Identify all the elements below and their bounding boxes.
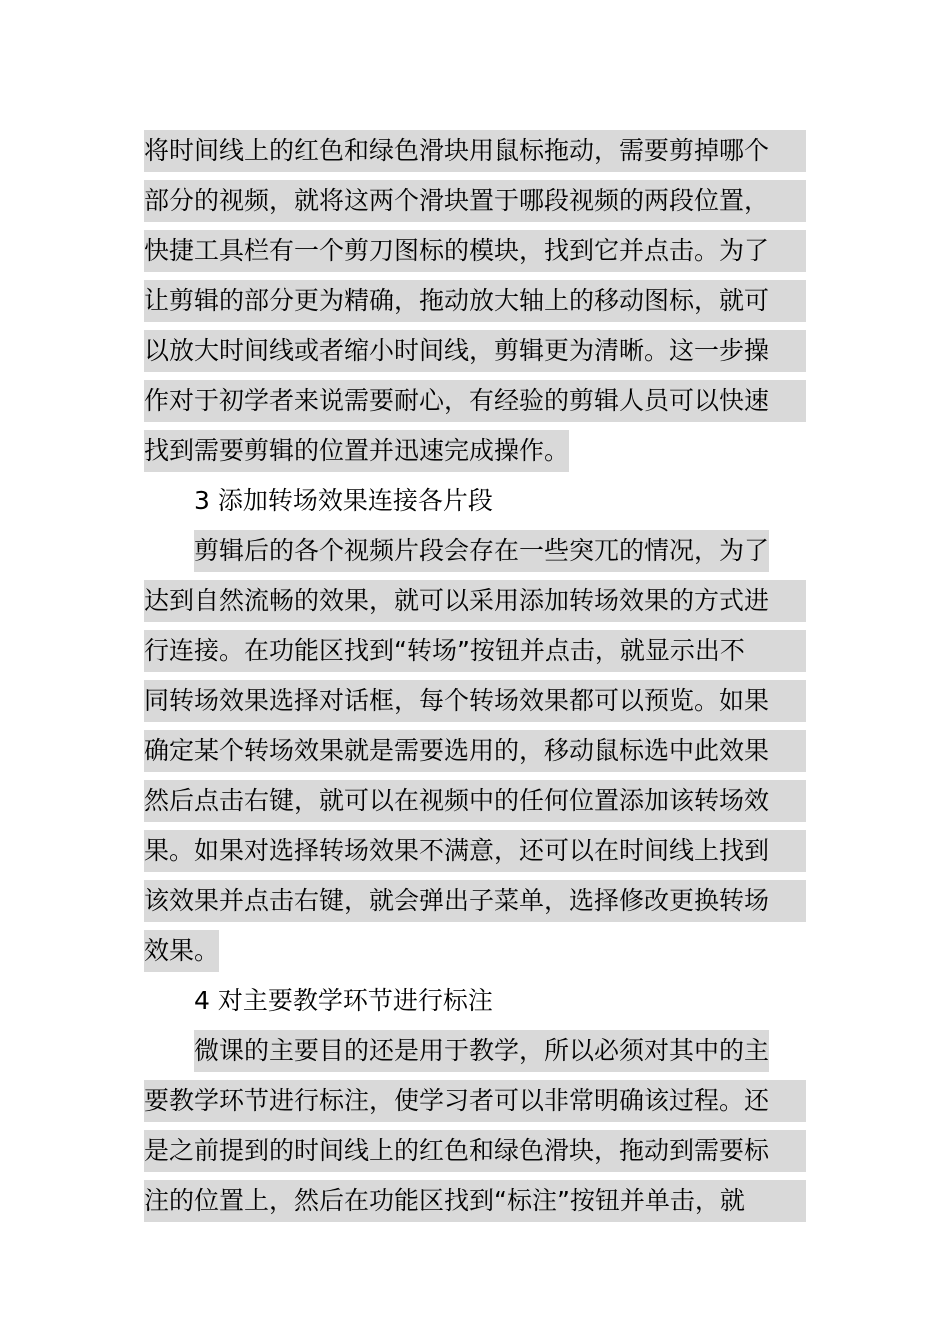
section-heading-3: 3 添加转场效果连接各片段 <box>194 486 493 515</box>
paragraph-2-line: 行连接。在功能区找到“转场”按钮并点击，就显示出不 <box>144 626 806 676</box>
paragraph-2-line: 果。如果对选择转场效果不满意，还可以在时间线上找到 <box>144 826 806 876</box>
paragraph-2-line: 确定某个转场效果就是需要选用的，移动鼠标选中此效果 <box>144 726 806 776</box>
paragraph-1-line: 以放大时间线或者缩小时间线，剪辑更为清晰。这一步操 <box>144 326 806 376</box>
paragraph-2-line: 同转场效果选择对话框，每个转场效果都可以预览。如果 <box>144 676 806 726</box>
paragraph-1-line: 部分的视频，就将这两个滑块置于哪段视频的两段位置， <box>144 176 806 226</box>
paragraph-1-line: 找到需要剪辑的位置并迅速完成操作。 <box>144 426 806 476</box>
paragraph-3-line: 要教学环节进行标注，使学习者可以非常明确该过程。还 <box>144 1076 806 1126</box>
document-body <box>144 126 806 1226</box>
paragraph-2-line: 该效果并点击右键，就会弹出子菜单，选择修改更换转场 <box>144 876 806 926</box>
paragraph-1-line: 作对于初学者来说需要耐心，有经验的剪辑人员可以快速 <box>144 376 806 426</box>
paragraph-2-line: 剪辑后的各个视频片段会存在一些突兀的情况，为了 <box>144 526 806 576</box>
paragraph-1-line: 将时间线上的红色和绿色滑块用鼠标拖动，需要剪掉哪个 <box>144 126 806 176</box>
paragraph-1-line: 让剪辑的部分更为精确，拖动放大轴上的移动图标，就可 <box>144 276 806 326</box>
paragraph-2-line: 达到自然流畅的效果，就可以采用添加转场效果的方式进 <box>144 576 806 626</box>
paragraph-3-line: 是之前提到的时间线上的红色和绿色滑块，拖动到需要标 <box>144 1126 806 1176</box>
paragraph-2-line: 然后点击右键，就可以在视频中的任何位置添加该转场效 <box>144 776 806 826</box>
paragraph-3-line: 微课的主要目的还是用于教学，所以必须对其中的主 <box>144 1026 806 1076</box>
paragraph-1-line: 快捷工具栏有一个剪刀图标的模块，找到它并点击。为了 <box>144 226 806 276</box>
paragraph-3-line: 注的位置上，然后在功能区找到“标注”按钮并单击，就 <box>144 1176 806 1226</box>
paragraph-2-line: 效果。 <box>144 926 806 976</box>
section-heading-4: 4 对主要教学环节进行标注 <box>194 986 493 1015</box>
